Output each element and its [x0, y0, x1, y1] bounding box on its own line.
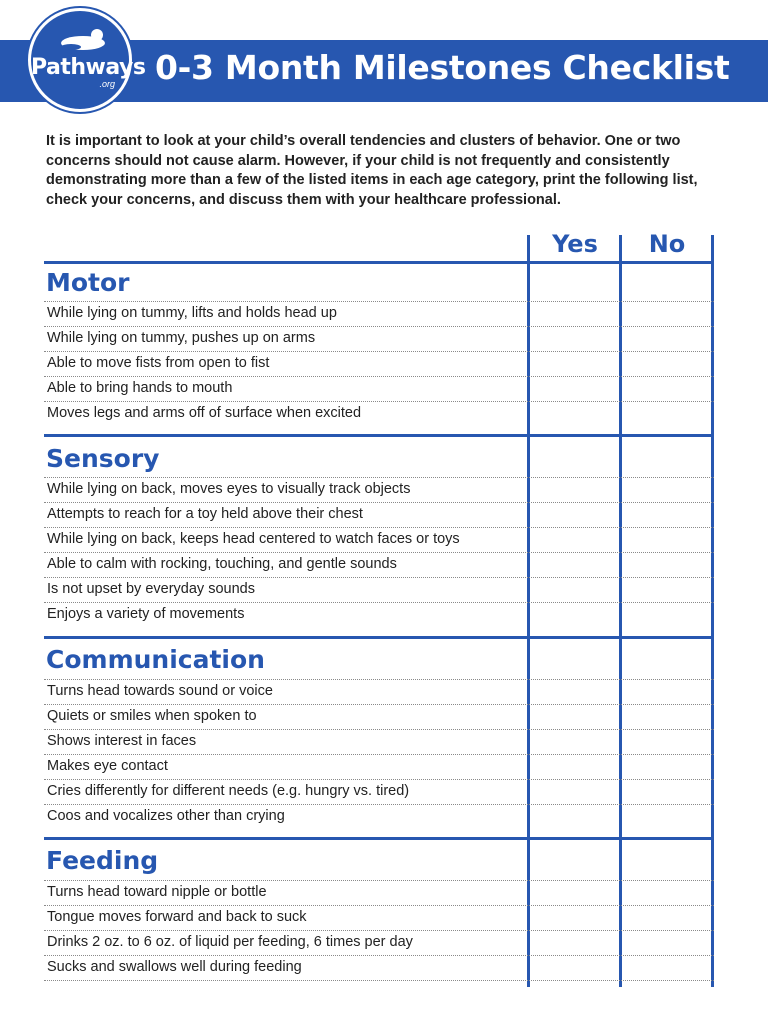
- row-label: Able to move fists from open to fist: [47, 355, 270, 371]
- table-bottom-line: [44, 980, 714, 981]
- checklist-row[interactable]: [44, 602, 714, 627]
- checklist-row[interactable]: [44, 905, 714, 930]
- checklist-row[interactable]: [44, 880, 714, 905]
- row-label: While lying on tummy, lifts and holds head up: [47, 305, 337, 321]
- row-label: Turns head towards sound or voice: [47, 683, 273, 699]
- row-label: Quiets or smiles when spoken to: [47, 708, 257, 724]
- checklist-row[interactable]: [44, 477, 714, 502]
- row-label: Is not upset by everyday sounds: [47, 581, 255, 597]
- checklist-row[interactable]: [44, 527, 714, 552]
- row-label: While lying on tummy, pushes up on arms: [47, 330, 316, 346]
- checklist-row[interactable]: [44, 351, 714, 376]
- row-label: Drinks 2 oz. to 6 oz. of liquid per feeding, 6 times per day: [47, 934, 413, 950]
- section-divider: [44, 261, 714, 264]
- section-title-motor: Motor: [46, 268, 130, 297]
- row-label: Enjoys a variety of movements: [47, 606, 245, 622]
- checklist-row[interactable]: [44, 502, 714, 527]
- section-title-sensory: Sensory: [46, 444, 160, 473]
- checklist-row[interactable]: [44, 779, 714, 804]
- row-label: Moves legs and arms off of surface when excited: [47, 405, 362, 421]
- row-label: Turns head toward nipple or bottle: [47, 884, 267, 900]
- row-label: Sucks and swallows well during feeding: [47, 959, 302, 975]
- row-label: While lying on back, moves eyes to visually track objects: [47, 481, 411, 497]
- checklist-row[interactable]: [44, 704, 714, 729]
- logo-suffix: .org: [99, 79, 115, 89]
- pathways-logo: [28, 8, 146, 112]
- checklist-row[interactable]: [44, 301, 714, 326]
- page-title: 0-3 Month Milestones Checklist: [155, 48, 730, 87]
- checklist-row[interactable]: [44, 930, 714, 955]
- section-title-feeding: Feeding: [46, 846, 159, 875]
- checklist-row[interactable]: [44, 326, 714, 351]
- checklist-row[interactable]: [44, 376, 714, 401]
- checklist-row[interactable]: [44, 955, 714, 980]
- no-column-header: No: [648, 230, 686, 258]
- section-divider: [44, 837, 714, 840]
- row-label: Cries differently for different needs (e.g. hungry vs. tired): [47, 783, 410, 799]
- checklist-row[interactable]: [44, 729, 714, 754]
- checklist-row[interactable]: [44, 577, 714, 602]
- row-label: Coos and vocalizes other than crying: [47, 808, 285, 824]
- intro-paragraph: It is important to look at your child’s overall tendencies and clusters of behavior. One or two concerns should not cause alarm. However, if your child is not frequently and consistently demonstrating more than a few of the listed items in each age category, print the following list, check your concerns, and discuss them with your healthcare professional.: [46, 133, 698, 208]
- checklist-row[interactable]: [44, 679, 714, 704]
- section-divider: [44, 636, 714, 639]
- row-label: Able to bring hands to mouth: [47, 380, 233, 396]
- section-divider: [44, 434, 714, 437]
- checklist-row[interactable]: [44, 804, 714, 829]
- yes-column-header: Yes: [552, 230, 598, 258]
- row-label: Attempts to reach for a toy held above their chest: [47, 506, 363, 522]
- section-title-communication: Communication: [46, 645, 265, 674]
- row-label: Shows interest in faces: [47, 733, 197, 749]
- checklist-row[interactable]: [44, 754, 714, 779]
- logo-text: Pathways: [31, 55, 146, 80]
- checklist-row[interactable]: [44, 401, 714, 426]
- row-label: While lying on back, keeps head centered to watch faces or toys: [47, 531, 460, 547]
- row-label: Makes eye contact: [47, 758, 168, 774]
- checklist-row[interactable]: [44, 552, 714, 577]
- row-label: Able to calm with rocking, touching, and gentle sounds: [47, 556, 397, 572]
- row-label: Tongue moves forward and back to suck: [47, 909, 307, 925]
